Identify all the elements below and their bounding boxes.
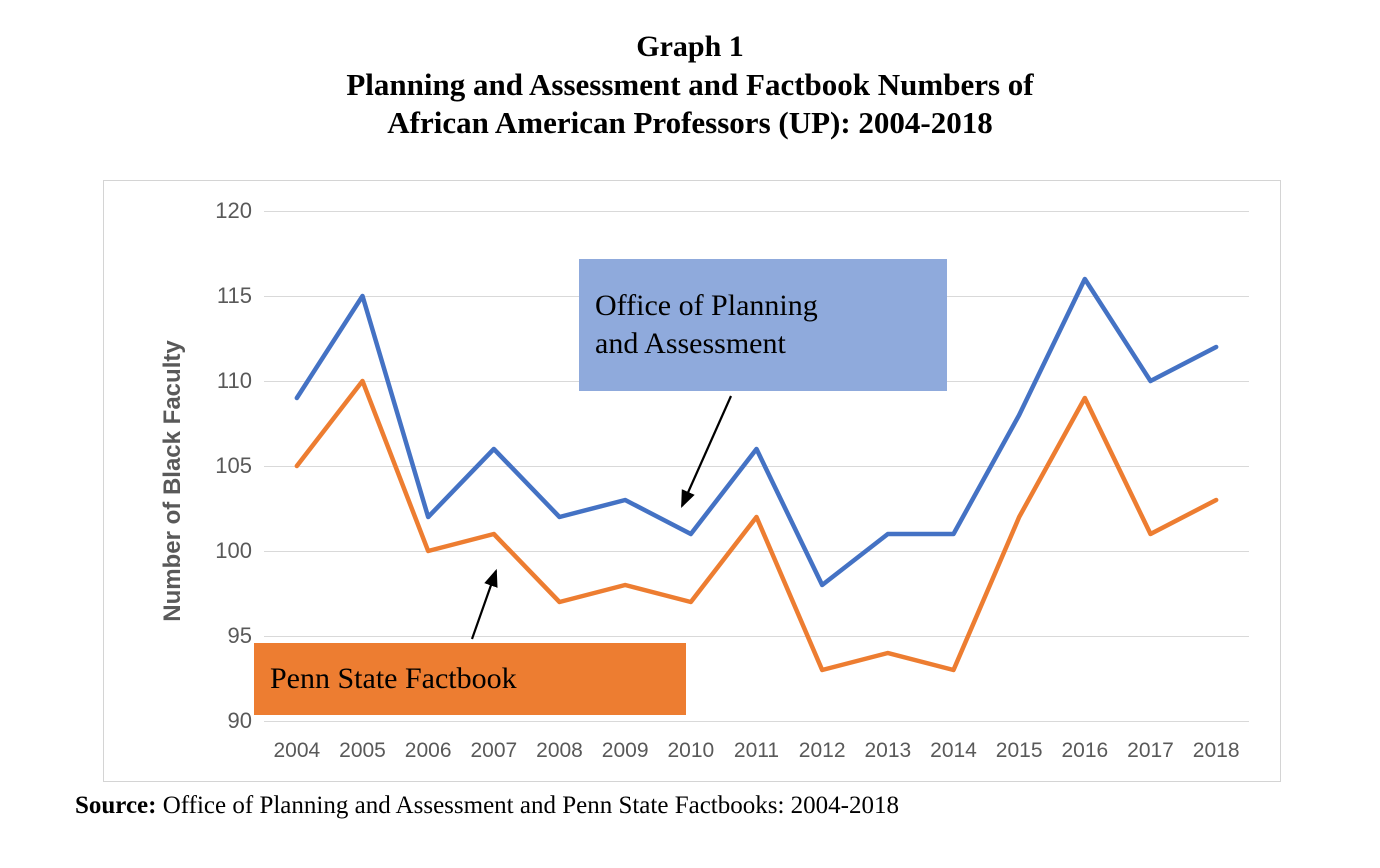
x-axis-tick-label: 2008 — [536, 739, 583, 762]
y-axis-tick-label: 100 — [215, 538, 252, 563]
x-axis-tick-label: 2005 — [339, 739, 386, 762]
x-axis-tick-label: 2007 — [470, 739, 518, 762]
source-label: Source: — [75, 792, 157, 819]
x-axis-tick-label: 2017 — [1127, 739, 1174, 762]
x-axis-tick-label: 2014 — [930, 739, 977, 762]
y-axis-tick-label: 90 — [227, 708, 252, 733]
annotation-planning-assessment-line2: and Assessment — [595, 327, 786, 360]
x-axis-tick-label: 2018 — [1192, 739, 1240, 762]
source-text: Office of Planning and Assessment and Penn State Factbooks: 2004-2018 — [156, 792, 899, 819]
y-axis-tick-label: 105 — [215, 453, 252, 478]
x-axis-tick-label: 2004 — [273, 739, 321, 762]
x-axis-tick-label: 2009 — [601, 739, 649, 762]
x-axis-tick-label: 2011 — [733, 739, 780, 762]
chart-frame — [103, 180, 1281, 782]
y-axis-title-text: Number of Black Faculty — [159, 340, 186, 622]
title-line-1: Graph 1 — [636, 30, 744, 63]
source-line — [75, 792, 899, 820]
y-axis-tick-label: 110 — [216, 368, 252, 393]
y-axis-tick-label: 120 — [215, 198, 252, 223]
annotation-penn-state-factbook-text: Penn State Factbook — [270, 662, 517, 695]
x-axis-tick-label: 2006 — [404, 739, 452, 762]
annotation-arrows — [104, 181, 1282, 783]
page-title — [0, 28, 1380, 142]
x-axis-tick-label: 2012 — [798, 739, 846, 762]
annotation-planning-assessment-line1: Office of Planning — [595, 289, 818, 322]
title-line-3: African American Professors (UP): 2004-2018 — [387, 105, 993, 140]
y-axis-tick-label: 95 — [227, 623, 252, 648]
y-axis-tick-label: 115 — [216, 283, 252, 308]
x-axis-tick-label: 2013 — [864, 739, 912, 762]
x-axis-tick-label: 2015 — [995, 739, 1043, 762]
title-line-2: Planning and Assessment and Factbook Numbers of — [346, 67, 1034, 102]
x-axis-tick-label: 2010 — [667, 739, 715, 762]
x-axis-tick-label: 2016 — [1061, 739, 1109, 762]
